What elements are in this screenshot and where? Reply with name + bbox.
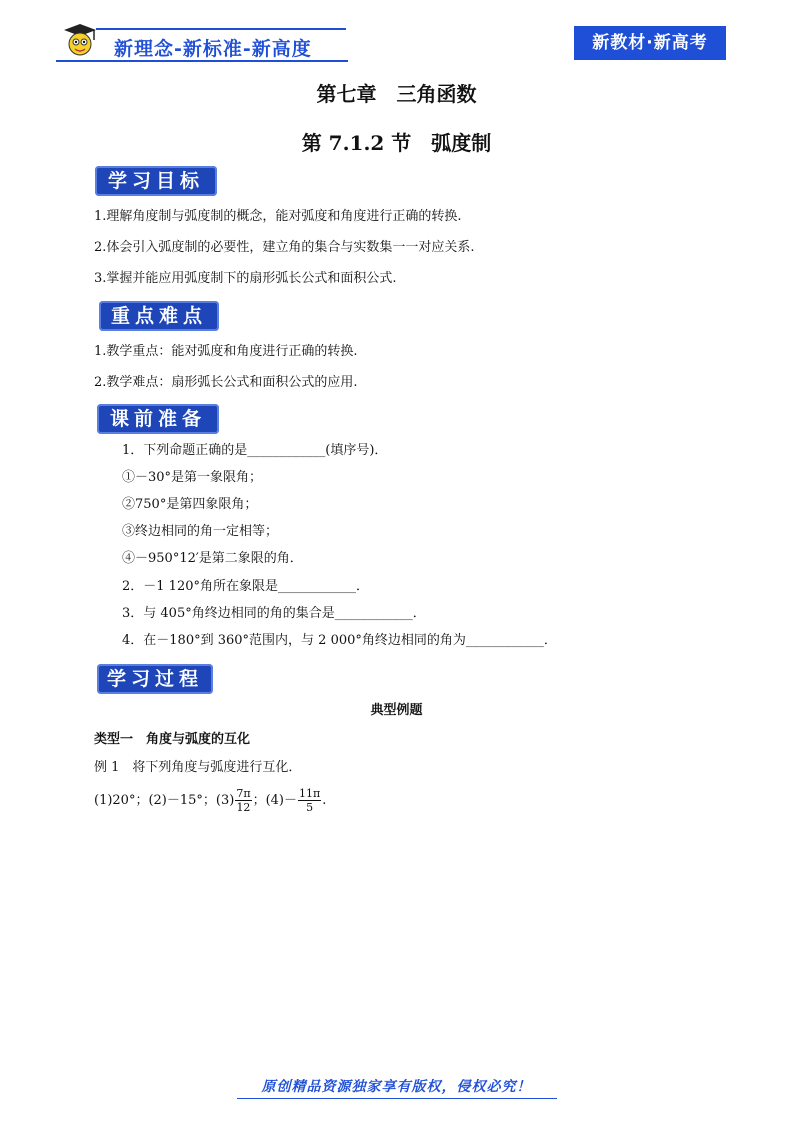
footer-rule <box>237 1098 557 1099</box>
process-heading: 典型例题 <box>370 703 423 718</box>
chapter-title: 第七章 三角函数 <box>316 82 477 106</box>
section-label-goals: 学习目标 <box>95 166 217 196</box>
section-label-keypoints: 重点难点 <box>99 301 219 331</box>
keypoint-item: 2.教学难点：扇形弧长公式和面积公式的应用. <box>94 375 358 390</box>
goal-item: 2.体会引入弧度制的必要性，建立角的集合与实数集一一对应关系. <box>94 240 475 255</box>
type-heading: 类型一 角度与弧度的互化 <box>94 732 251 747</box>
prep-question: 1．下列命题正确的是____________(填序号)． <box>122 443 388 458</box>
header-badge: 新教材·新高考 <box>574 26 726 60</box>
prep-question: 3．与 405°角终边相同的角的集合是____________． <box>122 606 426 621</box>
prep-question: 4．在－180°到 360°范围内，与 2 000°角终边相同的角为____________． <box>122 633 557 648</box>
section-label-process: 学习过程 <box>97 664 213 694</box>
section-title: 第 7.1.2 节 弧度制 <box>301 131 492 155</box>
goal-item: 3.掌握并能应用弧度制下的扇形弧长公式和面积公式. <box>94 271 397 286</box>
prep-question: 2．－1 120°角所在象限是____________． <box>122 579 369 594</box>
fraction-11pi-5: $\frac{11\pi}{5}$ <box>298 787 321 814</box>
header-rule-bottom <box>56 60 348 62</box>
prep-option: ②750°是第四象限角； <box>122 497 258 512</box>
fraction-7pi-12: $\frac{7\pi}{12}$ <box>236 787 251 814</box>
example-items-mid: ；(4)－ <box>252 793 297 808</box>
mascot-logo-icon <box>60 22 100 62</box>
header-rule-top <box>96 28 346 30</box>
prep-option: ①－30°是第一象限角； <box>122 470 263 485</box>
example-items <box>94 786 326 816</box>
footer-copyright: 原创精品资源独家享有版权，侵权必究！ <box>261 1079 532 1095</box>
keypoint-item: 1.教学重点：能对弧度和角度进行正确的转换. <box>94 344 358 359</box>
prep-option: ④－950°12′是第二象限的角． <box>122 551 303 566</box>
example-heading: 例 1 将下列角度与弧度进行互化． <box>94 760 302 775</box>
example-items-end: . <box>322 793 327 808</box>
prep-option: ③终边相同的角一定相等； <box>122 524 279 539</box>
goal-item: 1.理解角度制与弧度制的概念，能对弧度和角度进行正确的转换. <box>94 209 462 224</box>
section-label-prep: 课前准备 <box>97 404 219 434</box>
header-slogan: 新理念-新标准-新高度 <box>114 38 312 60</box>
example-items-prefix: (1)20°；(2)－15°；(3) <box>94 793 235 808</box>
